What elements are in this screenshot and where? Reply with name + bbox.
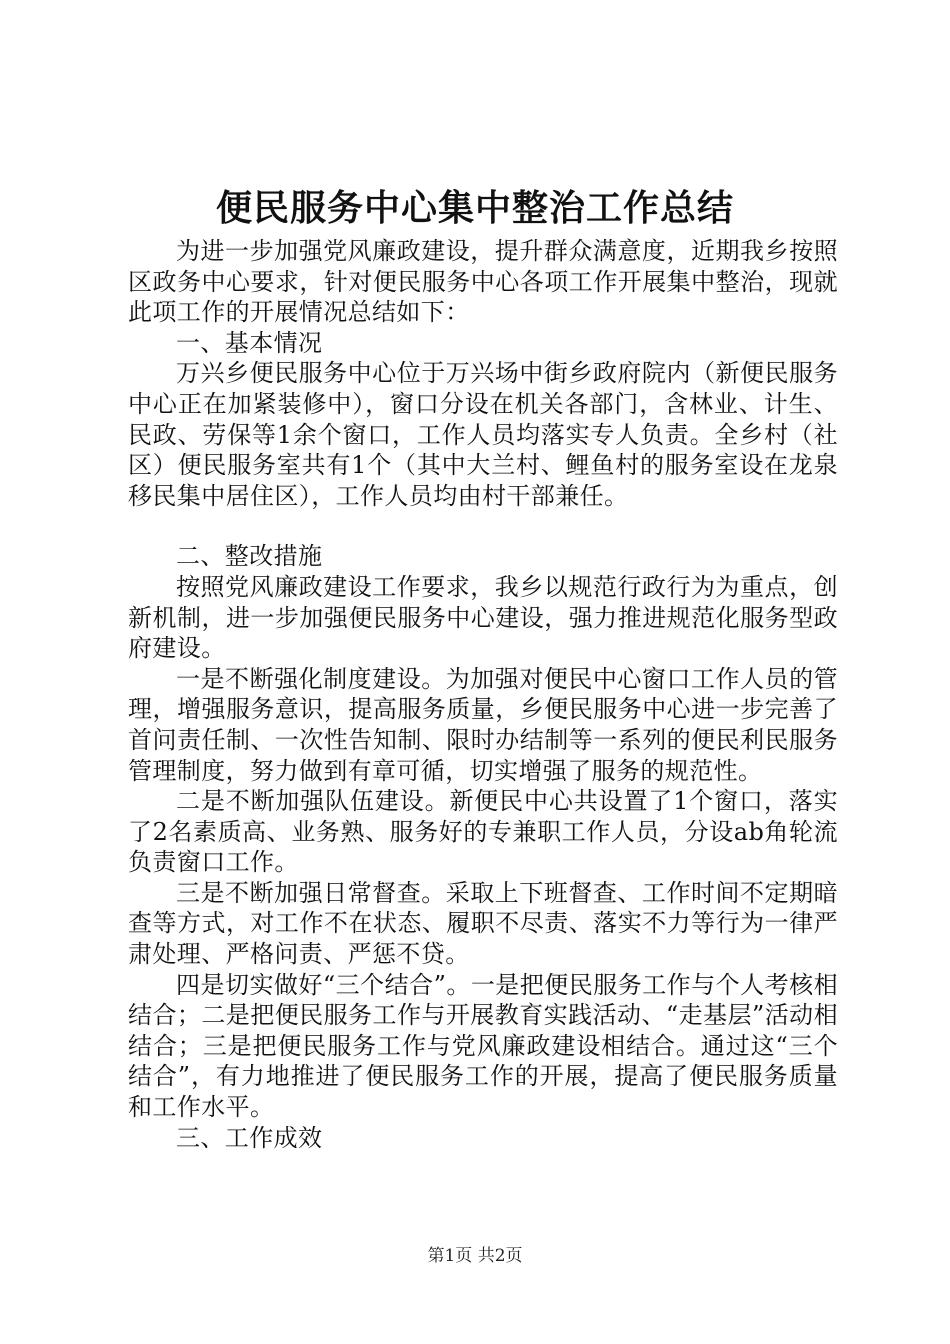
intro-paragraph: 为进一步加强党风廉政建设，提升群众满意度，近期我乡按照区政务中心要求，针对便民服务中心各项工作开展集中整治，现就此项工作的开展情况总结如下： [128,237,838,327]
section-heading-basic-situation: 一、基本情况 [176,328,323,357]
section-heading-rectification-measures: 二、整改措施 [176,542,323,571]
basic-situation-paragraph: 万兴乡便民服务中心位于万兴场中街乡政府院内（新便民服务中心正在加紧装修中），窗口分设在机关各部门，含林业、计生、民政、劳保等1余个窗口，工作人员均落实专人负责。全乡村（社区）便民服务室共有1个（其中大兰村、鲤鱼村的服务室设在龙泉移民集中居住区），工作人员均由村干部兼任。 [128,359,838,510]
measure-daily-inspection-paragraph: 三是不断加强日常督查。采取上下班督查、工作时间不定期暗查等方式，对工作不在状态、履职不尽责、落实不力等行为一律严肃处理、严格问责、严惩不贷。 [128,878,838,969]
measure-team-building-paragraph: 二是不断加强队伍建设。新便民中心共设置了1个窗口，落实了2名素质高、业务熟、服务好的专兼职工作人员，分设ab角轮流负责窗口工作。 [128,787,838,877]
page-number-footer: 第1页 共2页 [427,1246,523,1266]
measure-system-building-paragraph: 一是不断强化制度建设。为加强对便民中心窗口工作人员的管理，增强服务意识，提高服务质量，乡便民服务中心进一步完善了首问责任制、一次性告知制、限时办结制等一系列的便民利民服务管理制度，努力做到有章可循，切实增强了服务的规范性。 [128,664,838,785]
document-body [128,236,838,1153]
measure-three-combinations-paragraph: 四是切实做好“三个结合”。一是把便民服务工作与个人考核相结合；二是把便民服务工作与开展教育实践活动、“走基层”活动相结合；三是把便民服务工作与党风廉政建设相结合。通过这“三个结合”，有力地推进了便民服务工作的开展，提高了便民服务质量和工作水平。 [128,970,838,1122]
document-title: 便民服务中心集中整治工作总结 [215,187,734,229]
section-heading-work-results: 三、工作成效 [176,1123,323,1152]
measures-intro-paragraph: 按照党风廉政建设工作要求，我乡以规范行政行为为重点，创新机制，进一步加强便民服务中心建设，强力推进规范化服务型政府建设。 [128,572,838,663]
